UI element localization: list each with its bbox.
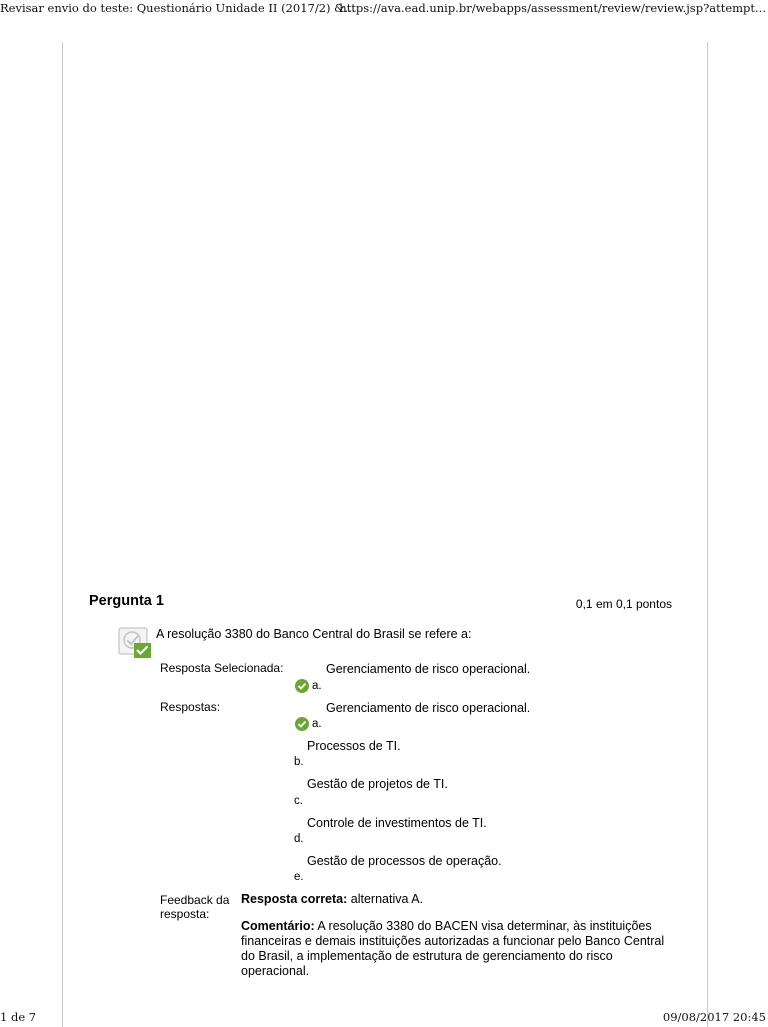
selected-answer-letter: a. [312, 680, 322, 692]
feedback-correct-answer [241, 892, 681, 907]
feedback-comment [241, 919, 681, 979]
print-page-url: https://ava.ead.unip.br/webapps/assessment/review/review.jsp?attempt... [339, 1, 766, 15]
check-icon [295, 679, 309, 693]
print-page-number: 1 de 7 [0, 1010, 37, 1024]
answer-e-text: Gestão de processos de operação. [307, 854, 502, 868]
answers-label: Respostas: [160, 700, 221, 714]
feedback-correct-value: alternativa A. [347, 892, 424, 906]
check-icon [295, 717, 309, 731]
content-frame-right-border [707, 42, 708, 1027]
feedback-label-line2: resposta: [160, 907, 210, 921]
answer-d-letter: d. [294, 833, 304, 845]
selected-answer-text: Gerenciamento de risco operacional. [326, 662, 531, 676]
answer-e-letter: e. [294, 871, 304, 883]
question-points: 0,1 em 0,1 pontos [575, 597, 672, 611]
selected-answer-label: Resposta Selecionada: [160, 661, 284, 675]
feedback-comment-prefix: Comentário: [241, 919, 315, 933]
answer-d-text: Controle de investimentos de TI. [307, 816, 487, 830]
answer-c-text: Gestão de projetos de TI. [307, 777, 448, 791]
answer-b-text: Processos de TI. [307, 739, 401, 753]
feedback-comment-text: A resolução 3380 do BACEN visa determinar, às instituições financeiras e demais instituições autorizadas a funcionar pelo Banco Central do Brasil, a implementação de estrutura de gerenciamento do risco operacional. [241, 919, 665, 978]
print-page-title: Revisar envio do teste: Questionário Unidade II (2017/2) &... [0, 1, 356, 15]
question-title: Pergunta 1 [89, 593, 164, 609]
answer-b-letter: b. [294, 756, 304, 768]
feedback-correct-prefix: Resposta correta: [241, 892, 348, 906]
feedback-label [160, 893, 229, 921]
answer-a-letter: a. [312, 718, 322, 730]
answer-a-text: Gerenciamento de risco operacional. [326, 701, 531, 715]
correct-answer-icon [118, 627, 152, 659]
content-frame-left-border [62, 42, 63, 1027]
question-text: A resolução 3380 do Banco Central do Brasil se refere a: [156, 627, 472, 641]
feedback-label-line1: Feedback da [160, 893, 230, 907]
print-timestamp: 09/08/2017 20:45 [662, 1010, 766, 1024]
answer-c-letter: c. [294, 795, 303, 807]
